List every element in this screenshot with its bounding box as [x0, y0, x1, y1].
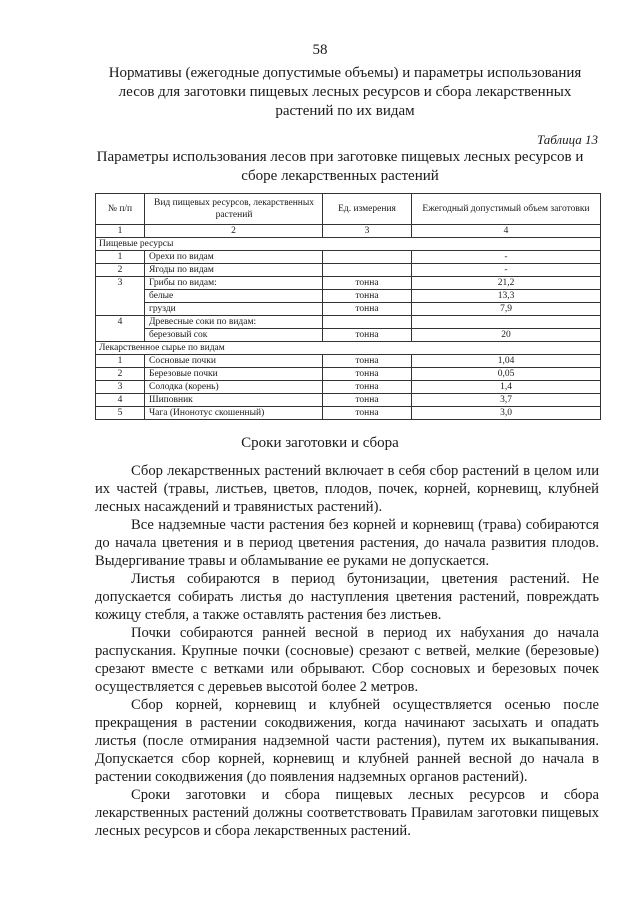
paragraph: Почки собираются ранней весной в период их набухания до начала распускания. Крупные почки (сосновые) срезают с ветвей, мелкие (березовые) срезают вместе с ветками или обрывают. Сбор сосновых и березовых почек осуществляется с деревьев высотой более 2 метров. — [95, 625, 599, 695]
row-volume: - — [412, 251, 601, 264]
row-name: Чага (Инонотус скошенный) — [145, 407, 323, 420]
table-row — [96, 316, 601, 329]
norms-table — [95, 193, 601, 420]
row-volume: 20 — [412, 329, 601, 342]
row-unit: тонна — [323, 329, 412, 342]
row-unit: тонна — [323, 394, 412, 407]
row-volume: 0,05 — [412, 368, 601, 381]
paragraph: Сбор корней, корневищ и клубней осуществляется осенью после прекращения в растении сокодвижения, когда начинают засыхать и опадать листья (после отмирания надземной части растения), путем их выкапывания. Допускается сбор корней, корневищ и клубней ранней весной до начала в растении сокодвижения (до появления надземных органов растений). — [95, 697, 599, 785]
row-unit: тонна — [323, 368, 412, 381]
row-num: 2 — [96, 264, 145, 277]
row-unit — [323, 264, 412, 277]
header-unit: Ед. измерения — [323, 194, 412, 225]
row-volume — [412, 316, 601, 329]
row-volume: - — [412, 264, 601, 277]
table-row — [96, 368, 601, 381]
index-cell: 1 — [96, 225, 145, 238]
document-title: Нормативы (ежегодные допустимые объемы) и параметры использования лесов для заготовки пищевых лесных ресурсов и сбора лекарственных растений по их видам — [108, 65, 582, 119]
table-row — [96, 277, 601, 290]
table-row — [96, 329, 601, 342]
row-num — [96, 303, 145, 316]
section-row-food — [96, 238, 601, 251]
header-num: № п/п — [96, 194, 145, 225]
index-cell: 3 — [323, 225, 412, 238]
body-text — [95, 462, 599, 840]
paragraph: Все надземные части растения без корней и корневищ (трава) собираются до начала цветения и в период цветения растения, до начала развития плодов. Выдергивание травы и обламывание ее руками не допускается. — [95, 517, 599, 569]
table-title: Параметры использования лесов при заготовке пищевых лесных ресурсов и сборе лекарственных растений — [96, 149, 584, 184]
row-name: Орехи по видам — [145, 251, 323, 264]
table-row — [96, 290, 601, 303]
header-volume: Ежегодный допустимый объем заготовки — [412, 194, 601, 225]
table-row — [96, 394, 601, 407]
section-label: Лекарственное сырье по видам — [96, 342, 601, 355]
row-name: Солодка (корень) — [145, 381, 323, 394]
row-num: 1 — [96, 355, 145, 368]
row-unit: тонна — [323, 407, 412, 420]
row-volume: 21,2 — [412, 277, 601, 290]
table-row — [96, 381, 601, 394]
row-name: Грибы по видам: — [145, 277, 323, 290]
row-unit: тонна — [323, 303, 412, 316]
row-num: 1 — [96, 251, 145, 264]
row-name: Сосновые почки — [145, 355, 323, 368]
table-row — [96, 303, 601, 316]
row-name: грузди — [145, 303, 323, 316]
paragraph: Сбор лекарственных растений включает в себя сбор растений в целом или их частей (травы, листьев, цветов, плодов, почек, корней, корневищ, клубней лесных насаждений и травянистых растений). — [95, 463, 599, 515]
row-name: Древесные соки по видам: — [145, 316, 323, 329]
header-name: Вид пищевых ресурсов, лекарственных растений — [145, 194, 323, 225]
row-num: 4 — [96, 394, 145, 407]
row-name: белые — [145, 290, 323, 303]
table-row — [96, 355, 601, 368]
row-volume: 13,3 — [412, 290, 601, 303]
row-unit: тонна — [323, 355, 412, 368]
row-num: 4 — [96, 316, 145, 329]
page-number: 58 — [312, 42, 328, 58]
index-cell: 4 — [412, 225, 601, 238]
row-name: Ягоды по видам — [145, 264, 323, 277]
section-heading: Сроки заготовки и сбора — [241, 435, 399, 451]
index-row — [96, 225, 601, 238]
row-name: березовый сок — [145, 329, 323, 342]
row-name: Шиповник — [145, 394, 323, 407]
row-unit: тонна — [323, 277, 412, 290]
row-unit — [323, 316, 412, 329]
row-unit: тонна — [323, 290, 412, 303]
table-row — [96, 264, 601, 277]
row-num: 3 — [96, 277, 145, 290]
row-num — [96, 290, 145, 303]
paragraph: Листья собираются в период бутонизации, цветения растений. Не допускается собирать листья до наступления цветения растений, повреждать кожицу стебля, а также оставлять растения без листьев. — [95, 571, 599, 623]
row-num: 5 — [96, 407, 145, 420]
section-row-medicinal — [96, 342, 601, 355]
table-row — [96, 251, 601, 264]
row-num: 3 — [96, 381, 145, 394]
row-volume: 1,4 — [412, 381, 601, 394]
row-volume: 1,04 — [412, 355, 601, 368]
row-unit: тонна — [323, 381, 412, 394]
row-unit — [323, 251, 412, 264]
table-header-row — [96, 194, 601, 225]
row-num — [96, 329, 145, 342]
row-volume: 7,9 — [412, 303, 601, 316]
row-volume: 3,7 — [412, 394, 601, 407]
index-cell: 2 — [145, 225, 323, 238]
paragraph: Сроки заготовки и сбора пищевых лесных ресурсов и сбора лекарственных растений должны соответствовать Правилам заготовки пищевых лесных ресурсов и сбора лекарственных растений. — [95, 787, 599, 839]
row-name: Березовые почки — [145, 368, 323, 381]
table-label: Таблица 13 — [536, 132, 598, 147]
row-volume: 3,0 — [412, 407, 601, 420]
section-label: Пищевые ресурсы — [96, 238, 601, 251]
row-num: 2 — [96, 368, 145, 381]
table-row — [96, 407, 601, 420]
